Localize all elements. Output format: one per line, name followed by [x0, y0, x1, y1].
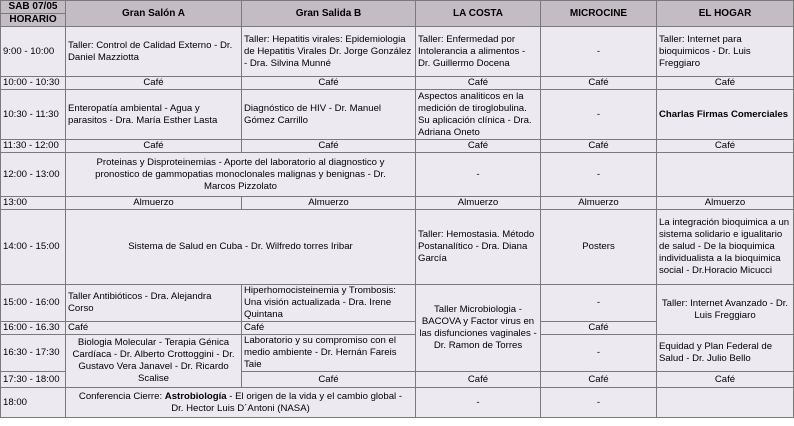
- row-1630: [1, 335, 794, 372]
- empty-cell: -: [541, 27, 657, 77]
- session-cell: Proteinas y Disproteinemias - Aporte del laboratorio al diagnostico y pronostico de gammopatias monoclonales malignas y benignas - Dr. Marcos Pizzolato: [66, 153, 416, 197]
- break-cell: Almuerzo: [66, 197, 242, 210]
- time-cell: 10:00 - 10:30: [1, 77, 66, 90]
- empty-cell: [657, 153, 794, 197]
- session-cell: Taller: Internet Avanzado - Dr. Luis Freggiaro: [657, 285, 794, 335]
- closing-title: Astrobiología: [164, 390, 227, 402]
- session-cell: Enteropatía ambiental - Agua y parasitos - Dra. María Esther Lasta: [66, 90, 242, 140]
- row-1030: [1, 90, 794, 140]
- time-cell: 12:00 - 13:00: [1, 153, 66, 197]
- time-cell: 16:30 - 17:30: [1, 335, 66, 372]
- break-cell: Café: [541, 77, 657, 90]
- closing-rest: - El origen de la vida y el cambio global - Dr. Hector Luis D´Antoni (NASA): [171, 390, 403, 414]
- session-cell: La integración bioquimica a un sistema solidario e igualitario de salud - De la bioquimica individualista a la bioquimica social - Dr.Horacio Micucci: [657, 210, 794, 285]
- session-cell: Taller: Hemostasia. Método Postanalítico - Dra. Diana García: [416, 210, 541, 285]
- break-cell: Café: [66, 77, 242, 90]
- break-cell: Café: [541, 372, 657, 388]
- empty-cell: -: [541, 153, 657, 197]
- session-cell: Laboratorio y su compromiso con el medio ambiente - Dr. Hernán Fareis Taie: [242, 335, 416, 372]
- empty-cell: -: [541, 285, 657, 322]
- empty-cell: -: [416, 153, 541, 197]
- break-cell: Café: [416, 140, 541, 153]
- closing-prefix: Conferencia Cierre:: [78, 390, 165, 402]
- horario-label: HORARIO: [9, 14, 57, 25]
- session-cell: Taller: Internet para bioquimicos - Dr. Luis Freggiaro: [657, 27, 794, 77]
- break-cell: Café: [541, 322, 657, 335]
- session-cell: Posters: [541, 210, 657, 285]
- session-cell: Taller Microbiologia - BACOVA y Factor virus en las disfunciones vaginales - Dr. Ramon de Torres: [416, 285, 541, 372]
- empty-cell: [657, 388, 794, 418]
- break-cell: Café: [242, 77, 416, 90]
- break-cell: Café: [657, 140, 794, 153]
- break-cell: Café: [657, 372, 794, 388]
- time-cell: 9:00 - 10:00: [1, 27, 66, 77]
- session-cell: Aspectos analiticos en la medición de tiroglobulina. Su aplicación clínica - Dra. Adriana Oneto: [416, 90, 541, 140]
- empty-cell: -: [541, 335, 657, 372]
- room-header-gran-salida-b: Gran Salida B: [242, 1, 416, 27]
- break-cell: Café: [657, 77, 794, 90]
- break-cell: Café: [242, 322, 416, 335]
- empty-cell: -: [541, 90, 657, 140]
- break-cell: Almuerzo: [541, 197, 657, 210]
- break-cell: Café: [416, 372, 541, 388]
- row-1200: [1, 153, 794, 197]
- time-cell: 16:00 - 16.30: [1, 322, 66, 335]
- break-cell: Café: [242, 140, 416, 153]
- row-0900: [1, 27, 794, 77]
- session-cell: Taller Antibióticos - Dra. Alejandra Corso: [66, 285, 242, 322]
- time-cell: 13:00: [1, 197, 66, 210]
- break-cell: Almuerzo: [242, 197, 416, 210]
- break-cell: Café: [541, 140, 657, 153]
- session-cell: [66, 388, 416, 418]
- time-cell: 15:00 - 16:00: [1, 285, 66, 322]
- session-cell: Taller: Enfermedad por Intolerancia a alimentos - Dr. Guillermo Docena: [416, 27, 541, 77]
- session-cell: Taller: Hepatitis virales: Epidemiologia de Hepatitis Virales Dr. Jorge González - Dra. Silvina Munné: [242, 27, 416, 77]
- room-header-gran-salon-a: Gran Salón A: [66, 1, 242, 27]
- row-1400: [1, 210, 794, 285]
- room-header-microcine: MICROCINE: [541, 1, 657, 27]
- session-cell: Charlas Firmas Comerciales: [657, 90, 794, 140]
- row-1000: [1, 77, 794, 90]
- session-cell: Biologia Molecular - Terapia Génica Cardíaca - Dr. Alberto Crottoggini - Dr. Gustavo Vera Janavel - Dr. Ricardo Scalise: [66, 335, 242, 388]
- break-cell: Almuerzo: [657, 197, 794, 210]
- session-cell: Hiperhomocisteinemia y Trombosis: Una visión actualizada - Dra. Irene Quintana: [242, 285, 416, 322]
- time-cell: 14:00 - 15:00: [1, 210, 66, 285]
- session-cell: Taller: Control de Calidad Externo - Dr. Daniel Mazziotta: [66, 27, 242, 77]
- header-row: [1, 1, 794, 27]
- row-1800: [1, 388, 794, 418]
- room-header-el-hogar: EL HOGAR: [657, 1, 794, 27]
- day-label: SAB 07/05: [1, 1, 65, 14]
- break-cell: Café: [416, 77, 541, 90]
- session-cell: Sistema de Salud en Cuba - Dr. Wilfredo torres Iribar: [66, 210, 416, 285]
- room-header-la-costa: LA COSTA: [416, 1, 541, 27]
- time-cell: 10:30 - 11:30: [1, 90, 66, 140]
- break-cell: Café: [66, 140, 242, 153]
- empty-cell: -: [541, 388, 657, 418]
- time-cell: 11:30 - 12:00: [1, 140, 66, 153]
- time-cell: 18:00: [1, 388, 66, 418]
- break-cell: Café: [242, 372, 416, 388]
- time-cell: 17:30 - 18:00: [1, 372, 66, 388]
- row-1500: [1, 285, 794, 322]
- break-cell: Café: [66, 322, 242, 335]
- empty-cell: -: [416, 388, 541, 418]
- row-1300: [1, 197, 794, 210]
- day-header-cell: [1, 1, 66, 27]
- row-1130: [1, 140, 794, 153]
- session-cell: Diagnóstico de HIV - Dr. Manuel Gómez Carrillo: [242, 90, 416, 140]
- break-cell: Almuerzo: [416, 197, 541, 210]
- session-cell: Equidad y Plan Federal de Salud - Dr. Julio Bello: [657, 335, 794, 372]
